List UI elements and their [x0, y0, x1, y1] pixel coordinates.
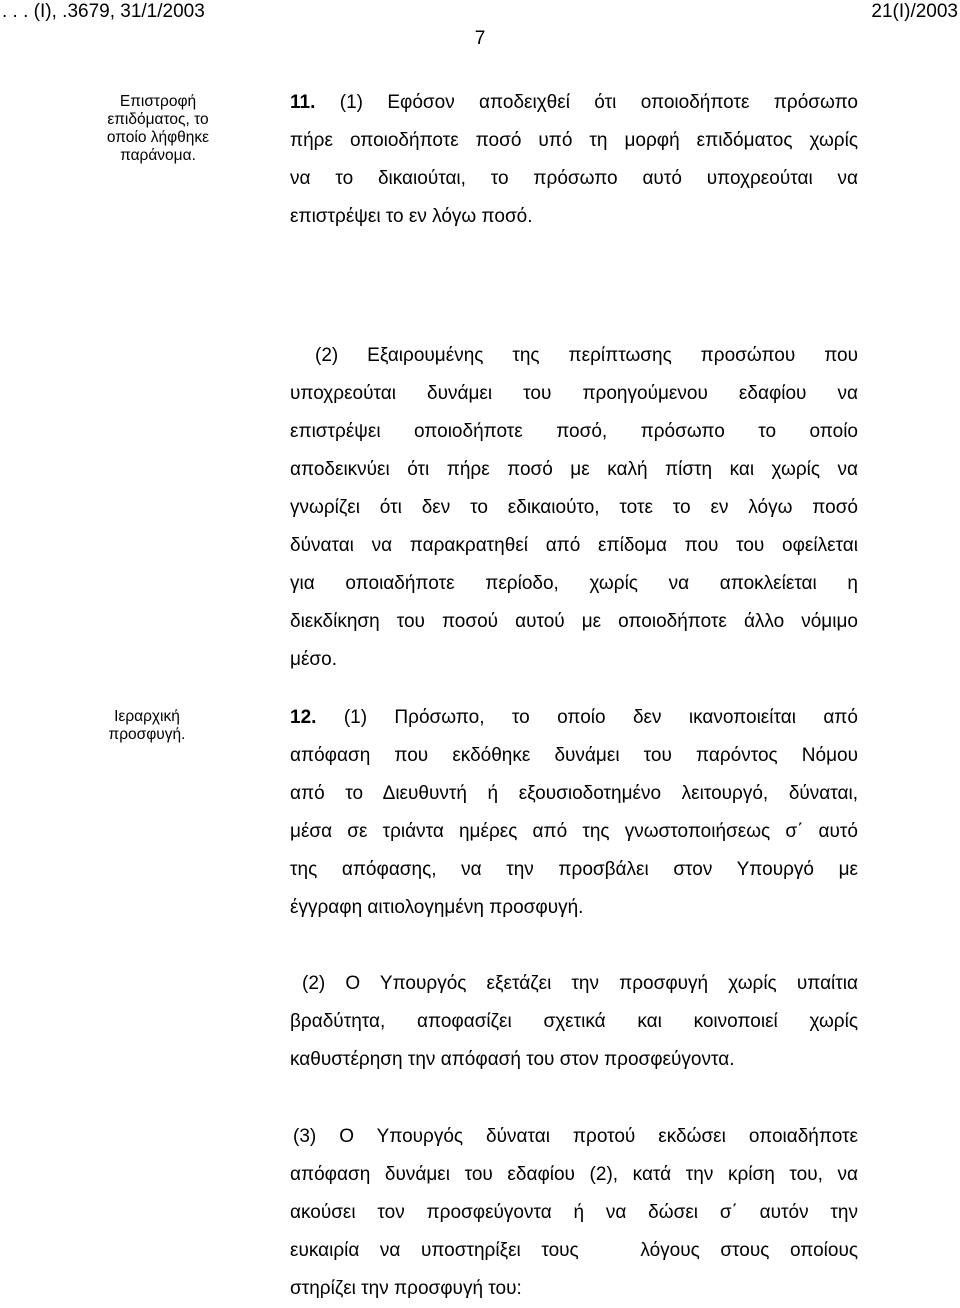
- paragraph-line: γνωρίζει ότι δεν το εδικαιούτο, τοτε το εν λόγω ποσό: [290, 497, 858, 518]
- paragraph-line: αποδεικνύει ότι πήρε ποσό με καλή πίστη και χωρίς να: [290, 459, 858, 480]
- paragraph-line: βραδύτητα, αποφασίζει σχετικά και κοινοποιεί χωρίς: [290, 1011, 858, 1032]
- margin-note-line: οποίο λήφθηκε: [106, 129, 210, 146]
- paragraph-line: υποχρεούται δυνάμει του προηγούμενου εδαφίου να: [290, 383, 858, 404]
- header-law-number: 21(I)/2003: [871, 1, 958, 22]
- paragraph-line: επιστρέψει το εν λόγω ποσό.: [290, 206, 533, 227]
- paragraph-line: (2) Ο Υπουργός εξετάζει την προσφυγή χωρίς υπαίτια: [302, 973, 858, 994]
- section-11-paragraph-1: [290, 84, 858, 236]
- paragraph-line: δύναται να παρακρατηθεί από επίδομα που του οφείλεται: [290, 535, 858, 556]
- paragraph-line: για οποιαδήποτε περίοδο, χωρίς να αποκλείεται η: [290, 573, 858, 594]
- paragraph-line: (3) Ο Υπουργός δύναται προτού εκδώσει οποιαδήποτε: [293, 1126, 858, 1147]
- paragraph-line: στηρίζει την προσφυγή του:: [290, 1278, 522, 1299]
- paragraph-line: απόφαση δυνάμει του εδαφίου (2), κατά την κρίση του, να: [290, 1164, 858, 1185]
- margin-note-line: παράνομα.: [120, 147, 196, 164]
- margin-note-line: επιδόματος, το: [107, 111, 209, 128]
- section-11-paragraph-2: [290, 337, 858, 679]
- paragraph-line: καθυστέρηση την απόφασή του στον προσφεύγοντα.: [290, 1049, 735, 1070]
- paragraph-line: ακούσει τον προσφεύγοντα ή να δώσει σ΄ αυτόν την: [290, 1202, 858, 1223]
- margin-note-line: Επιστροφή: [119, 93, 197, 110]
- paragraph-line: μέσο.: [290, 649, 337, 670]
- section-12-paragraph-2: [290, 965, 858, 1079]
- header-citation: . . . (Ι), .3679, 31/1/2003: [2, 1, 205, 22]
- margin-note-line: προσφυγή.: [108, 726, 186, 743]
- paragraph-line: έγγραφη αιτιολογημένη προσφυγή.: [290, 897, 584, 918]
- paragraph-line: πήρε οποιοδήποτε ποσό υπό τη μορφή επιδόματος χωρίς: [290, 130, 858, 151]
- page-number: 7: [474, 28, 486, 49]
- paragraph-line: απόφαση που εκδόθηκε δυνάμει του παρόντος Νόμου: [290, 745, 858, 766]
- paragraph-line: της απόφασης, να την προσβάλει στον Υπουργό με: [290, 859, 858, 880]
- paragraph-line: να το δικαιούται, το πρόσωπο αυτό υποχρεούται να: [290, 168, 858, 189]
- margin-note-line: Ιεραρχική: [114, 708, 180, 725]
- paragraph-line: (2) Εξαιρουμένης της περίπτωσης προσώπου που: [315, 345, 858, 366]
- paragraph-line: (1) Πρόσωπο, το οποίο δεν ικανοποιείται από: [343, 707, 858, 728]
- paragraph-line: μέσα σε τριάντα ημέρες από της γνωστοποιήσεως σ΄ αυτό: [290, 821, 858, 842]
- paragraph-line: από το Διευθυντή ή εξουσιοδοτημένο λειτουργό, δύναται,: [290, 783, 858, 804]
- section-12-paragraph-3: [290, 1118, 858, 1308]
- paragraph-line: (1) Εφόσον αποδειχθεί ότι οποιοδήποτε πρόσωπο: [339, 92, 858, 113]
- paragraph-line: επιστρέψει οποιοδήποτε ποσό, πρόσωπο το οποίο: [290, 421, 858, 442]
- paragraph-line: διεκδίκηση του ποσού αυτού με οποιοδήποτε άλλο νόμιμο: [290, 611, 858, 632]
- margin-note-section-12: [92, 708, 202, 744]
- margin-note-section-11: [96, 93, 220, 165]
- paragraph-line: ευκαιρία να υποστηρίξει τους λόγους στους οποίους: [290, 1240, 858, 1261]
- section-11-number: 11.: [290, 92, 316, 113]
- section-12-number: 12.: [290, 707, 317, 728]
- section-12-paragraph-1: [290, 699, 858, 927]
